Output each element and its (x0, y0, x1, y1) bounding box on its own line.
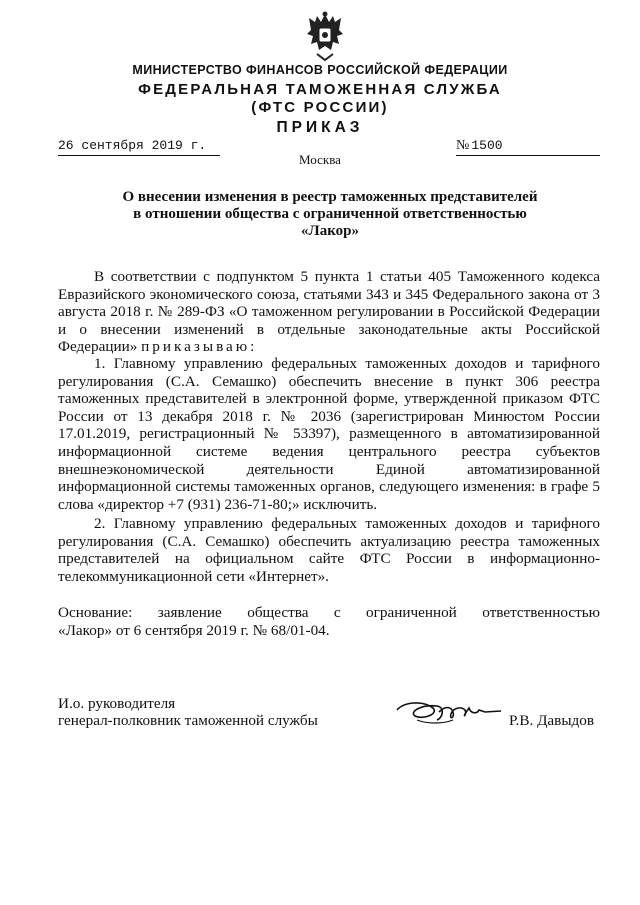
agency-name-line1: ФЕДЕРАЛЬНАЯ ТАМОЖЕННАЯ СЛУЖБА (138, 81, 502, 98)
agency-name-line2: (ФТС РОССИИ) (251, 99, 389, 116)
preamble-text: В соответствии с подпунктом 5 пункта 1 статьи 405 Таможенного кодекса Евразийского экономического союза, статьями 343 и 345 Федерального закона от 3 августа 2018 г. № 289-ФЗ «О таможенном регулировании в Российской Федерации и о внесении изменений в отдельные законодательные акты Российской Федерации» (58, 268, 600, 356)
signatory-role: И.о. руководителя (58, 695, 176, 712)
paragraph-1-text: 1. Главному управлению федеральных таможенных доходов и тарифного регулирования (С.А. Семашко) обеспечить внесение в пункт 306 реестра таможенных представителей в электронной форме, утвержденной приказом ФТС России от 13 декабря 2018 г. № 2036 (зарегистрирован Минюстом России 17.01.2019, регистрационный № 53397), размещенного в автоматизированной информационной системе ведения центрального реестра субъектов внешнеэкономической деятельности Единой автоматизированной информационной системы таможенных органов, следующего изменения: в графе 5 слова «директор +7 (931) 236-71-80;» исключить. (58, 355, 600, 513)
signatory-rank: генерал-полковник таможенной службы (58, 712, 318, 729)
number-sign: № (456, 138, 470, 153)
paragraph-2 (58, 515, 600, 585)
document-type: ПРИКАЗ (276, 119, 364, 136)
agency-name (0, 81, 640, 117)
number-value: 1500 (471, 138, 503, 153)
paragraph-1 (58, 355, 600, 513)
basis-block (58, 604, 600, 639)
document-title (60, 189, 600, 240)
title-line1: О внесении изменения в реестр таможенных представителей (122, 189, 538, 205)
coat-of-arms-emblem (303, 10, 347, 62)
basis-line1: Основание: заявление общества с ограниченной ответственностью (58, 604, 600, 621)
signatory-name: Р.В. Давыдов (509, 712, 595, 729)
handwritten-signature (393, 694, 503, 730)
basis-line2: «Лакор» от 6 сентября 2019 г. № 68/01-04. (58, 621, 330, 639)
document-city: Москва (299, 152, 341, 167)
ministry-name: МИНИСТЕРСТВО ФИНАНСОВ РОССИЙСКОЙ ФЕДЕРАЦИИ (132, 63, 508, 77)
order-word: приказываю: (141, 338, 258, 356)
title-line3: «Лакор» (301, 223, 359, 239)
title-line2: в отношении общества с ограниченной ответственностью (133, 206, 527, 222)
paragraph-2-text: 2. Главному управлению федеральных таможенных доходов и тарифного регулирования (С.А. Семашко) обеспечить актуализацию реестра таможенных представителей на официальном сайте ФТС России в информационно-телекоммуникационной сети «Интернет». (58, 515, 600, 585)
preamble-paragraph (58, 268, 600, 356)
document-date: 26 сентября 2019 г. (58, 138, 220, 156)
